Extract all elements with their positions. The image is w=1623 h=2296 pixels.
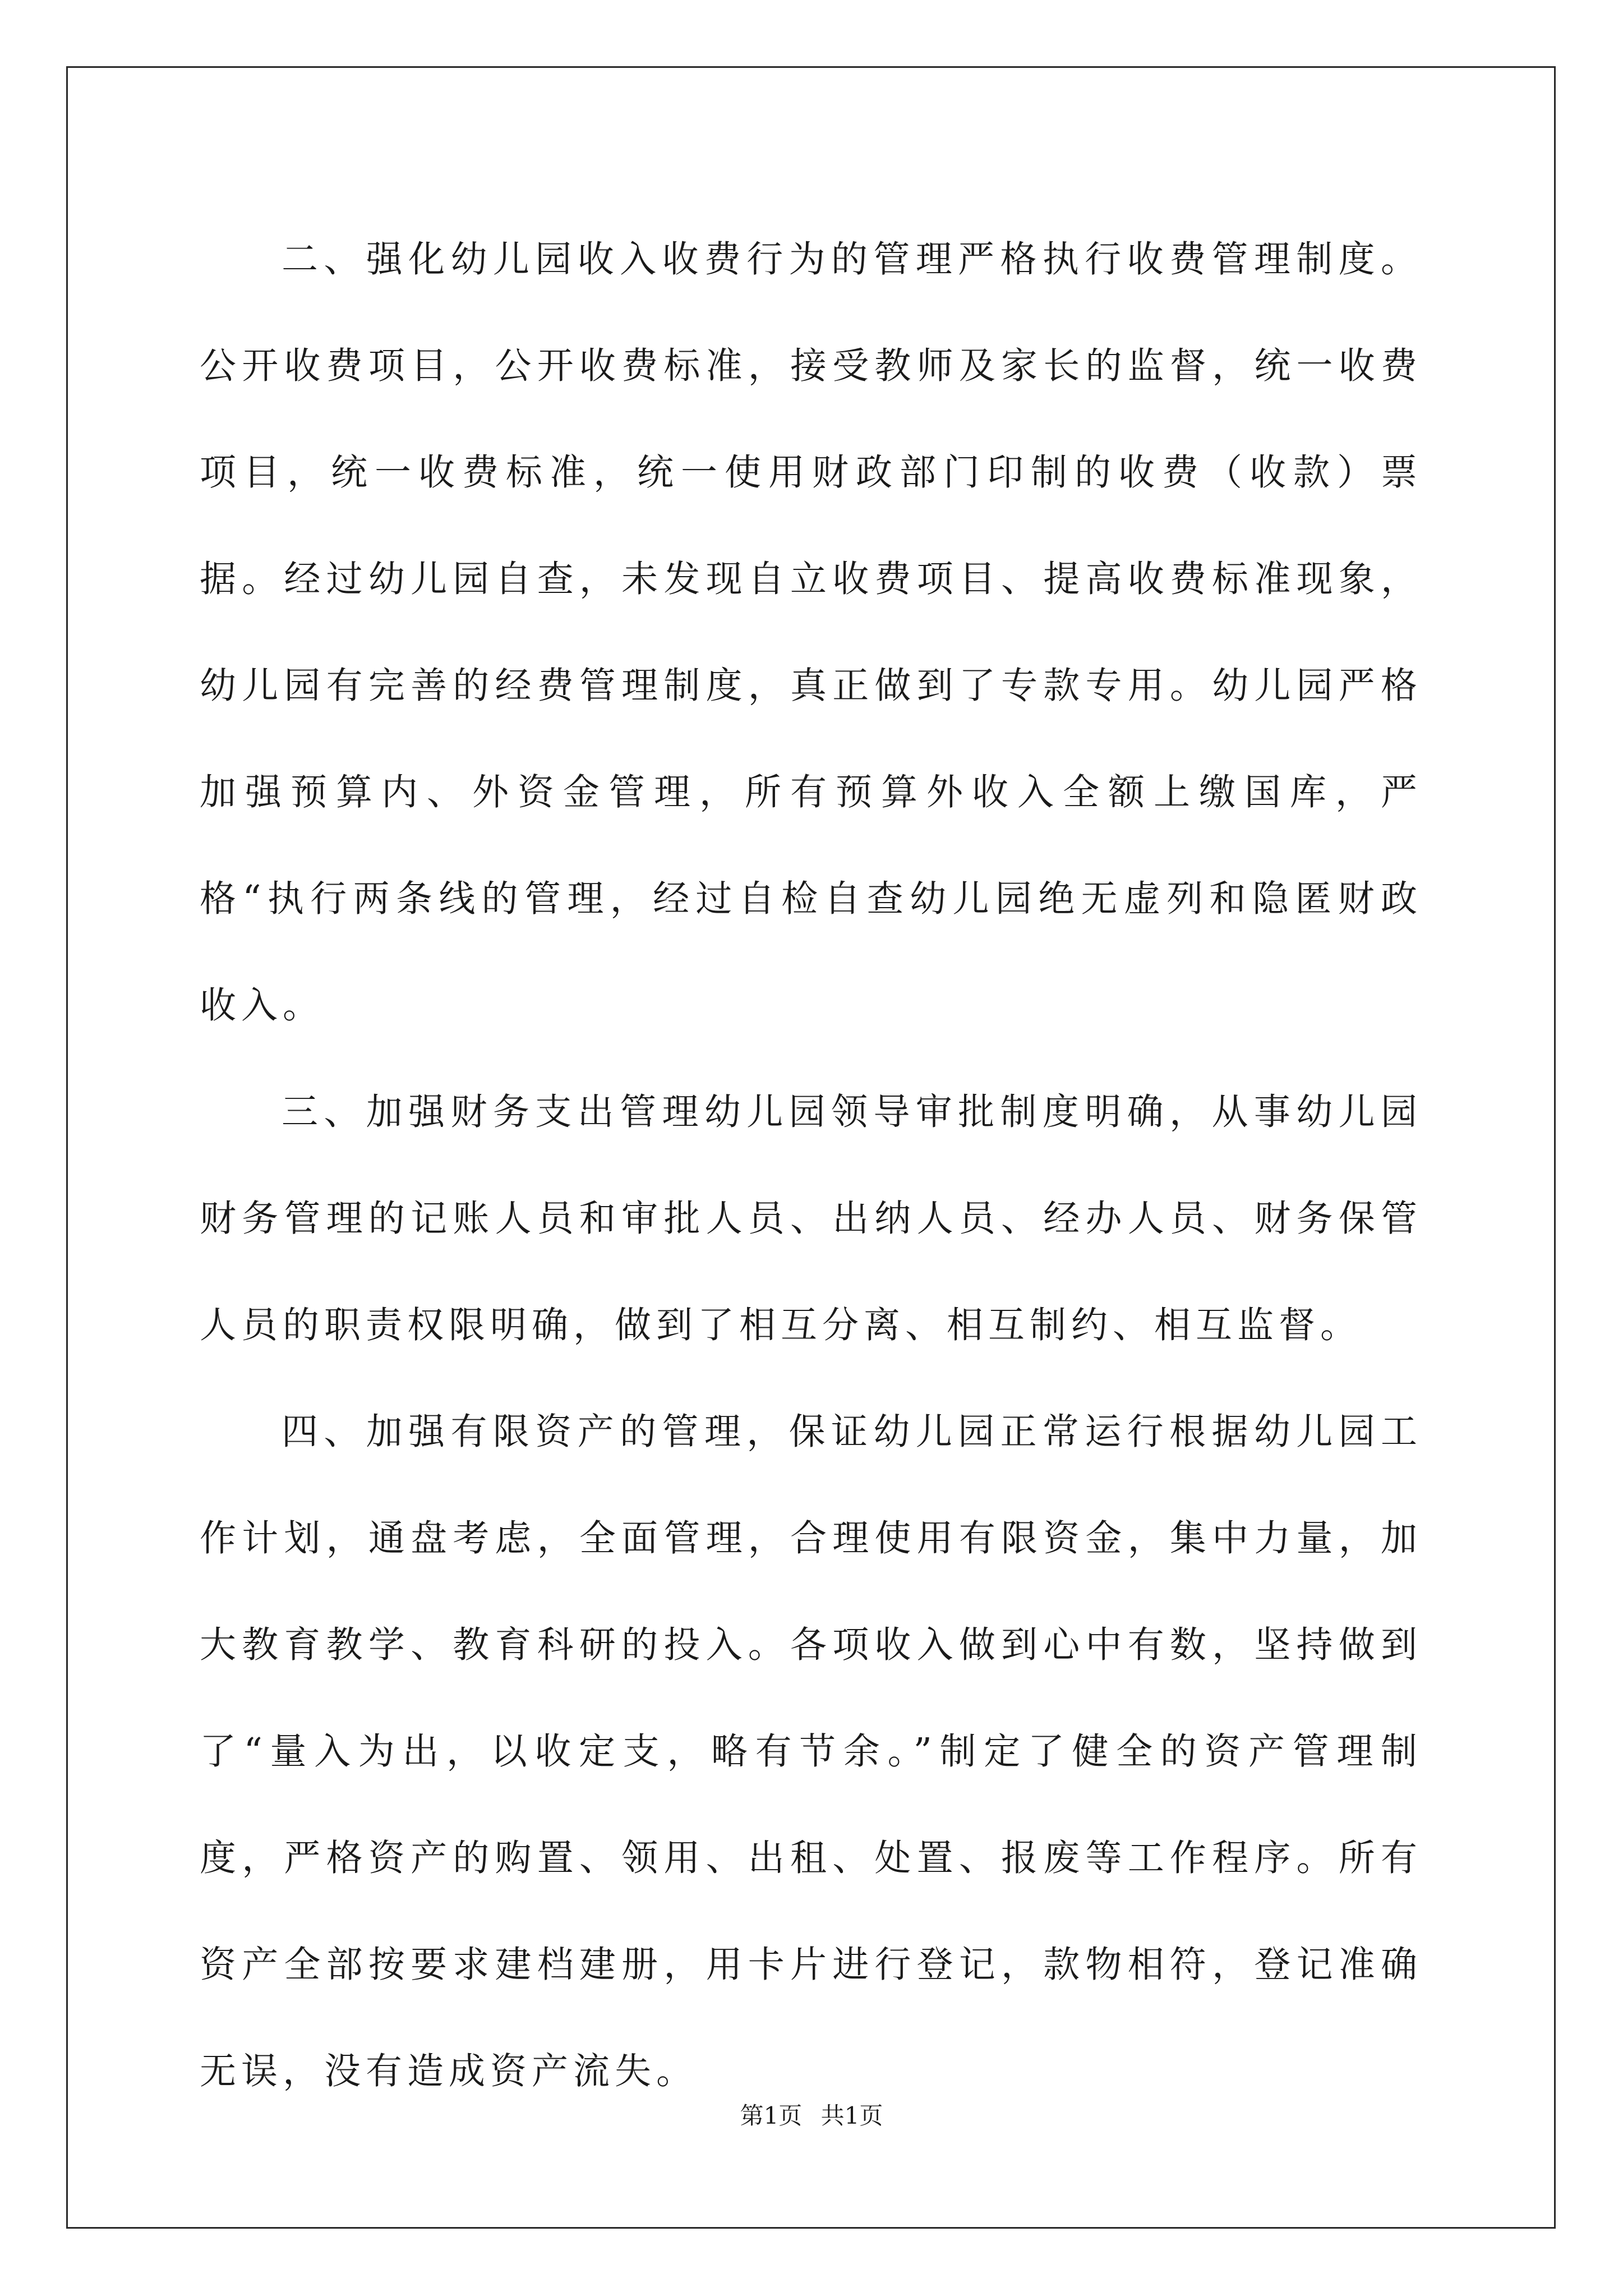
page-number: 第1页	[740, 2102, 803, 2129]
paragraph-income-fees: 二、强化幼儿园收入收费行为的管理严格执行收费管理制度。公开收费项目，公开收费标准，接受教师及家长的监督，统一收费项目，统一收费标准，统一使用财政部门印制的收费（收款）票据。经过幼儿园自查，未发现自立收费项目、提高收费标准现象，幼儿园有完善的经费管理制度，真正做到了专款专用。幼儿园严格加强预算内、外资金管理，所有预算外收入全额上缴国库，严格“执行两条线的管理，经过自检自查幼儿园绝无虚列和隐匿财政收入。	[200, 238, 1422, 1027]
document-body	[200, 206, 1422, 2125]
page-footer	[0, 2100, 1623, 2132]
paragraph-expenditure: 三、加强财务支出管理幼儿园领导审批制度明确，从事幼儿园财务管理的记账人员和审批人员、出纳人员、经办人员、财务保管人员的职责权限明确，做到了相互分离、相互制约、相互监督。	[200, 1091, 1422, 1346]
page-total: 共1页	[820, 2102, 883, 2129]
paragraph-assets: 四、加强有限资产的管理，保证幼儿园正常运行根据幼儿园工作计划，通盘考虑，全面管理，合理使用有限资金，集中力量，加大教育教学、教育科研的投入。各项收入做到心中有数，坚持做到了“量入为出，以收定支，略有节余。”制定了健全的资产管理制度，严格资产的购置、领用、出租、处置、报废等工作程序。所有资产全部按要求建档建册，用卡片进行登记，款物相符，登记准确无误，没有造成资产流失。	[200, 1411, 1422, 2092]
